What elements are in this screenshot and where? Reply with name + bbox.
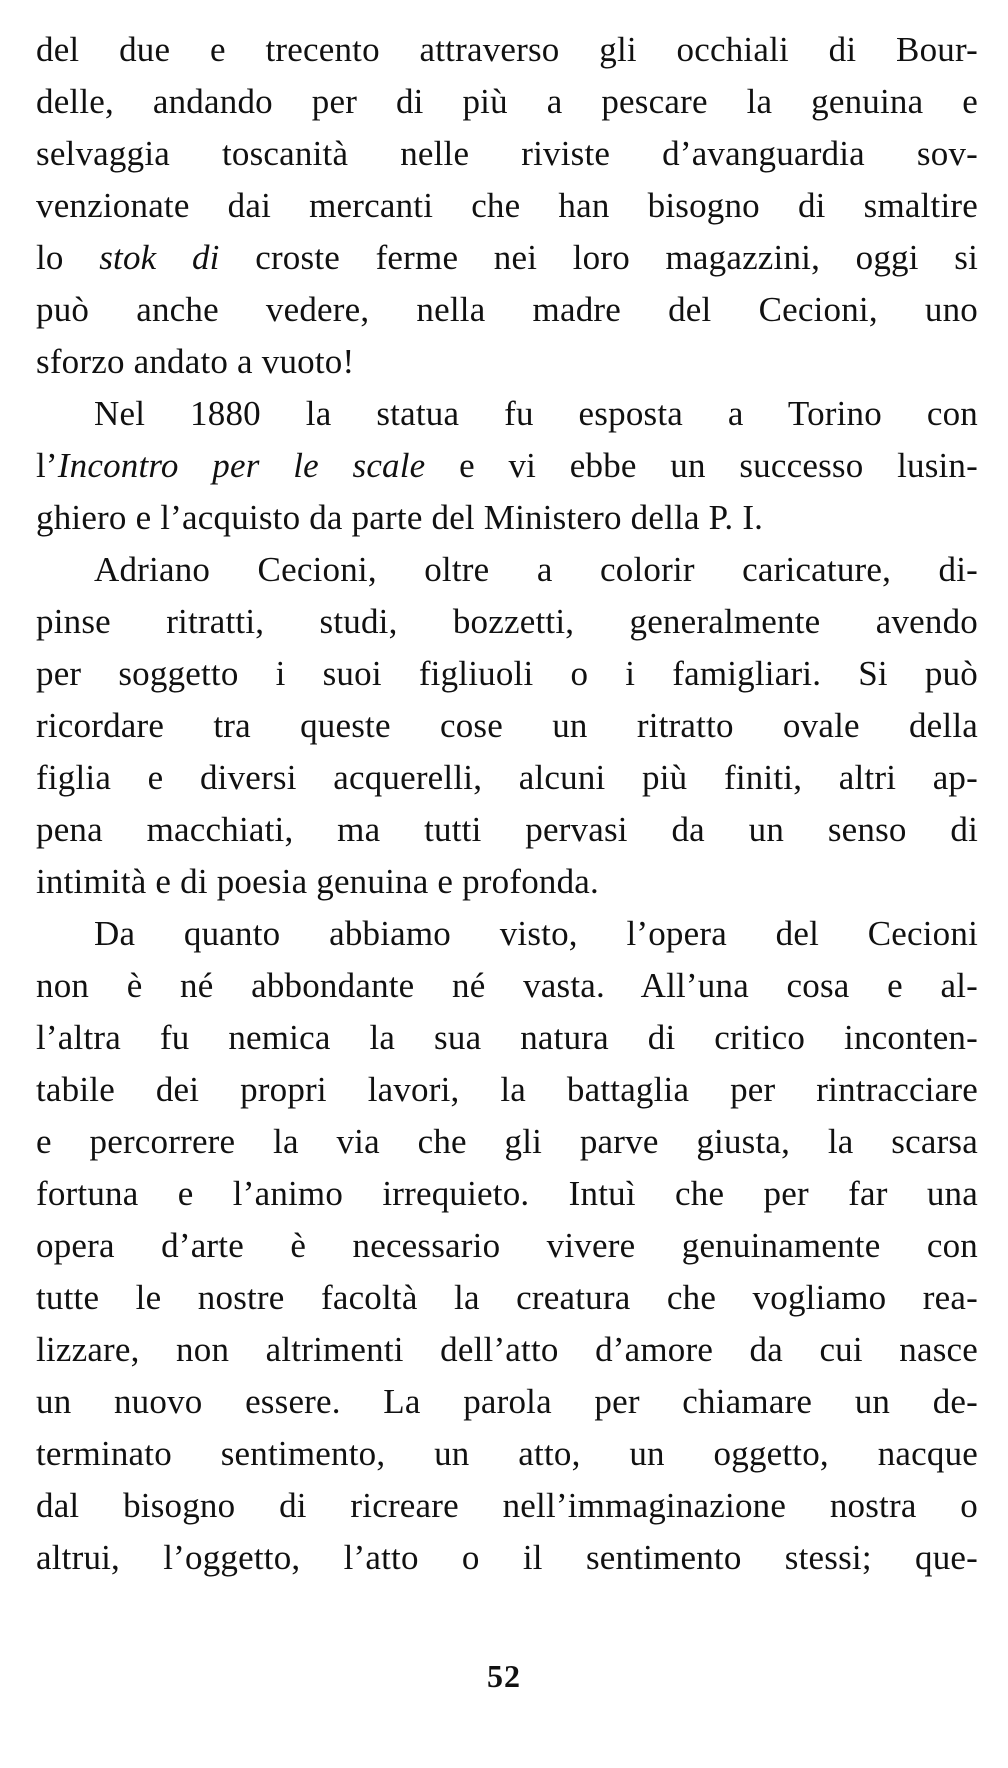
- text-line: ghiero e l’acquisto da parte del Ministero della P. I.: [36, 498, 764, 537]
- paragraph-2: [36, 388, 978, 544]
- text-line: ricordare tra queste cose un ritratto ovale della: [36, 706, 978, 745]
- text-line: l’altra fu nemica la sua natura di critico inconten-: [36, 1018, 978, 1057]
- text-line: un nuovo essere. La parola per chiamare un de-: [36, 1382, 978, 1421]
- text-line: tabile dei propri lavori, la battaglia per rintracciare: [36, 1070, 978, 1109]
- text-line: lizzare, non altrimenti dell’atto d’amore da cui nasce: [36, 1330, 978, 1369]
- paragraph-1: [36, 24, 978, 388]
- text-line: venzionate dai mercanti che han bisogno di smaltire: [36, 186, 978, 225]
- italic-term: stok di: [99, 238, 220, 277]
- text-line: Da quanto abbiamo visto, l’opera del Cecioni: [94, 914, 978, 953]
- text-line: Adriano Cecioni, oltre a colorir caricature, di-: [94, 550, 978, 589]
- text-line-mixed: [36, 440, 978, 492]
- paragraph-4: [36, 908, 978, 1584]
- text-line: intimità e di poesia genuina e profonda.: [36, 862, 599, 901]
- text-line: sforzo andato a vuoto!: [36, 342, 355, 381]
- text-line: opera d’arte è necessario vivere genuinamente con: [36, 1226, 978, 1265]
- text-line: del due e trecento attraverso gli occhiali di Bour-: [36, 30, 978, 69]
- text-line: terminato sentimento, un atto, un oggetto, nacque: [36, 1434, 978, 1473]
- body-text: [36, 24, 978, 1584]
- text-run: lo: [36, 238, 100, 277]
- text-line: e percorrere la via che gli parve giusta, la scarsa: [36, 1122, 978, 1161]
- text-line: tutte le nostre facoltà la creatura che vogliamo rea-: [36, 1278, 978, 1317]
- text-line: dal bisogno di ricreare nell’immaginazione nostra o: [36, 1486, 978, 1525]
- text-run: e vi ebbe un successo lusin-: [425, 446, 978, 485]
- text-line-mixed: [36, 232, 978, 284]
- text-line: pinse ritratti, studi, bozzetti, generalmente avendo: [36, 602, 978, 641]
- page-number: 52: [487, 1658, 521, 1694]
- text-line: può anche vedere, nella madre del Cecioni, uno: [36, 290, 978, 329]
- text-run: croste ferme nei loro magazzini, oggi si: [219, 238, 978, 277]
- text-line: figlia e diversi acquerelli, alcuni più finiti, altri ap-: [36, 758, 978, 797]
- italic-title: Incontro per le scale: [57, 446, 426, 485]
- text-line: altrui, l’oggetto, l’atto o il sentimento stessi; que-: [36, 1538, 978, 1577]
- text-line: per soggetto i suoi figliuoli o i famigliari. Si può: [36, 654, 978, 693]
- text-line: fortuna e l’animo irrequieto. Intuì che per far una: [36, 1174, 978, 1213]
- text-line: pena macchiati, ma tutti pervasi da un senso di: [36, 810, 978, 849]
- text-line: Nel 1880 la statua fu esposta a Torino con: [94, 394, 978, 433]
- text-line: non è né abbondante né vasta. All’una cosa e al-: [36, 966, 978, 1005]
- text-line: selvaggia toscanità nelle riviste d’avanguardia sov-: [36, 134, 978, 173]
- text-run: l’: [36, 446, 58, 485]
- paragraph-3: [36, 544, 978, 908]
- text-line: delle, andando per di più a pescare la genuina e: [36, 82, 978, 121]
